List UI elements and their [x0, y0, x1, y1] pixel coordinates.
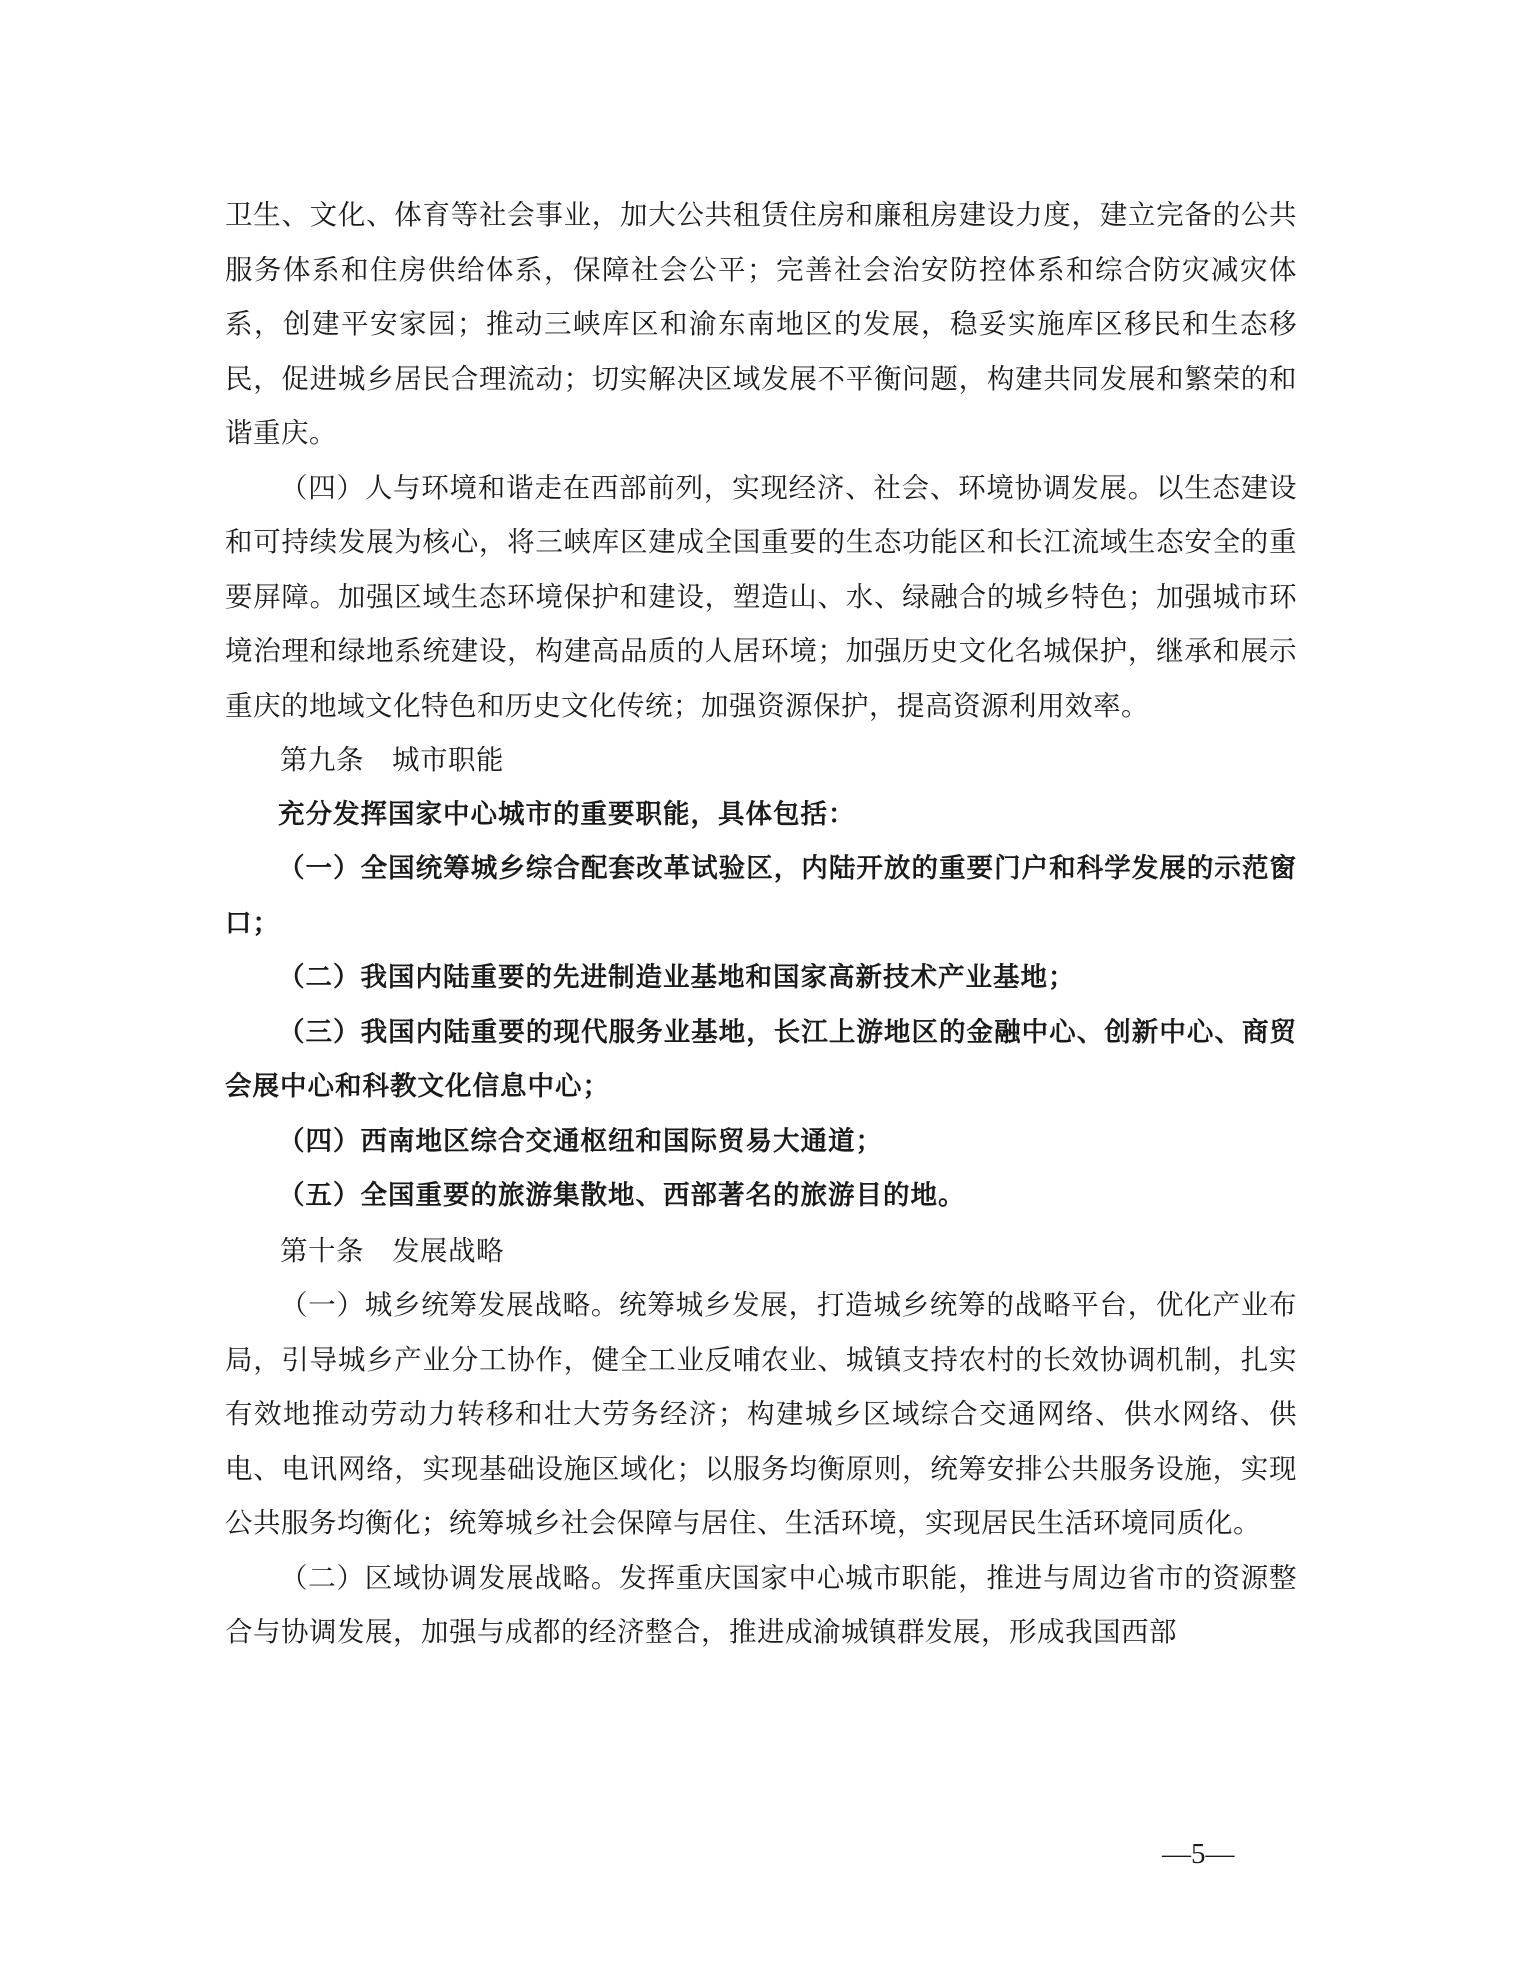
document-body	[225, 188, 1297, 1660]
paragraph-social-services: 卫生、文化、体育等社会事业，加大公共租赁住房和廉租房建设力度，建立完备的公共服务体系和住房供给体系，保障社会公平；完善社会治安防控体系和综合防灾减灾体系，创建平安家园；推动三峡库区和渝东南地区的发展，稳妥实施库区移民和生态移民，促进城乡居民合理流动；切实解决区域发展不平衡问题，构建共同发展和繁荣的和谐重庆。	[225, 199, 1297, 449]
paragraph-environment-harmony: （四）人与环境和谐走在西部前列，实现经济、社会、环境协调发展。以生态建设和可持续发展为核心，将三峡库区建成全国重要的生态功能区和长江流域生态安全的重要屏障。加强区域生态环境保护和建设，塑造山、水、绿融合的城乡特色；加强城市环境治理和绿地系统建设，构建高品质的人居环境；加强历史文化名城保护，继承和展示重庆的地域文化特色和历史文化传统；加强资源保护，提高资源利用效率。	[225, 471, 1297, 722]
article-9-intro: 充分发挥国家中心城市的重要职能，具体包括：	[278, 798, 856, 830]
article-9-item-4: （四）西南地区综合交通枢纽和国际贸易大通道；	[278, 1125, 883, 1157]
article-9-item-5: （五）全国重要的旅游集散地、西部著名的旅游目的地。	[278, 1180, 966, 1211]
strategy-regional: （二）区域协调发展战略。发挥重庆国家中心城市职能，推进与周边省市的资源整合与协调发展，加强与成都的经济整合，推进成渝城镇群发展，形成我国西部	[225, 1561, 1297, 1648]
page-number: —5—	[1162, 1838, 1235, 1870]
article-10-heading: 第十条 发展战略	[280, 1234, 504, 1267]
article-9-item-2: （二）我国内陆重要的先进制造业基地和国家高新技术产业基地；	[278, 962, 1076, 993]
article-9-item-1: （一）全国统筹城乡综合配套改革试验区，内陆开放的重要门户和科学发展的示范窗口；	[225, 853, 1297, 939]
article-9-item-3: （三）我国内陆重要的现代服务业基地，长江上游地区的金融中心、创新中心、商贸会展中心和科教文化信息中心；	[225, 1016, 1297, 1102]
strategy-urban-rural: （一）城乡统筹发展战略。统筹城乡发展，打造城乡统筹的战略平台，优化产业布局，引导城乡产业分工协作，健全工业反哺农业、城镇支持农村的长效协调机制，扎实有效地推动劳动力转移和壮大劳务经济；构建城乡区域综合交通网络、供水网络、供电、电讯网络，实现基础设施区域化；以服务均衡原则，统筹安排公共服务设施，实现公共服务均衡化；统筹城乡社会保障与居住、生活环境，实现居民生活环境同质化。	[225, 1289, 1297, 1539]
article-9-heading: 第九条 城市职能	[280, 744, 504, 776]
